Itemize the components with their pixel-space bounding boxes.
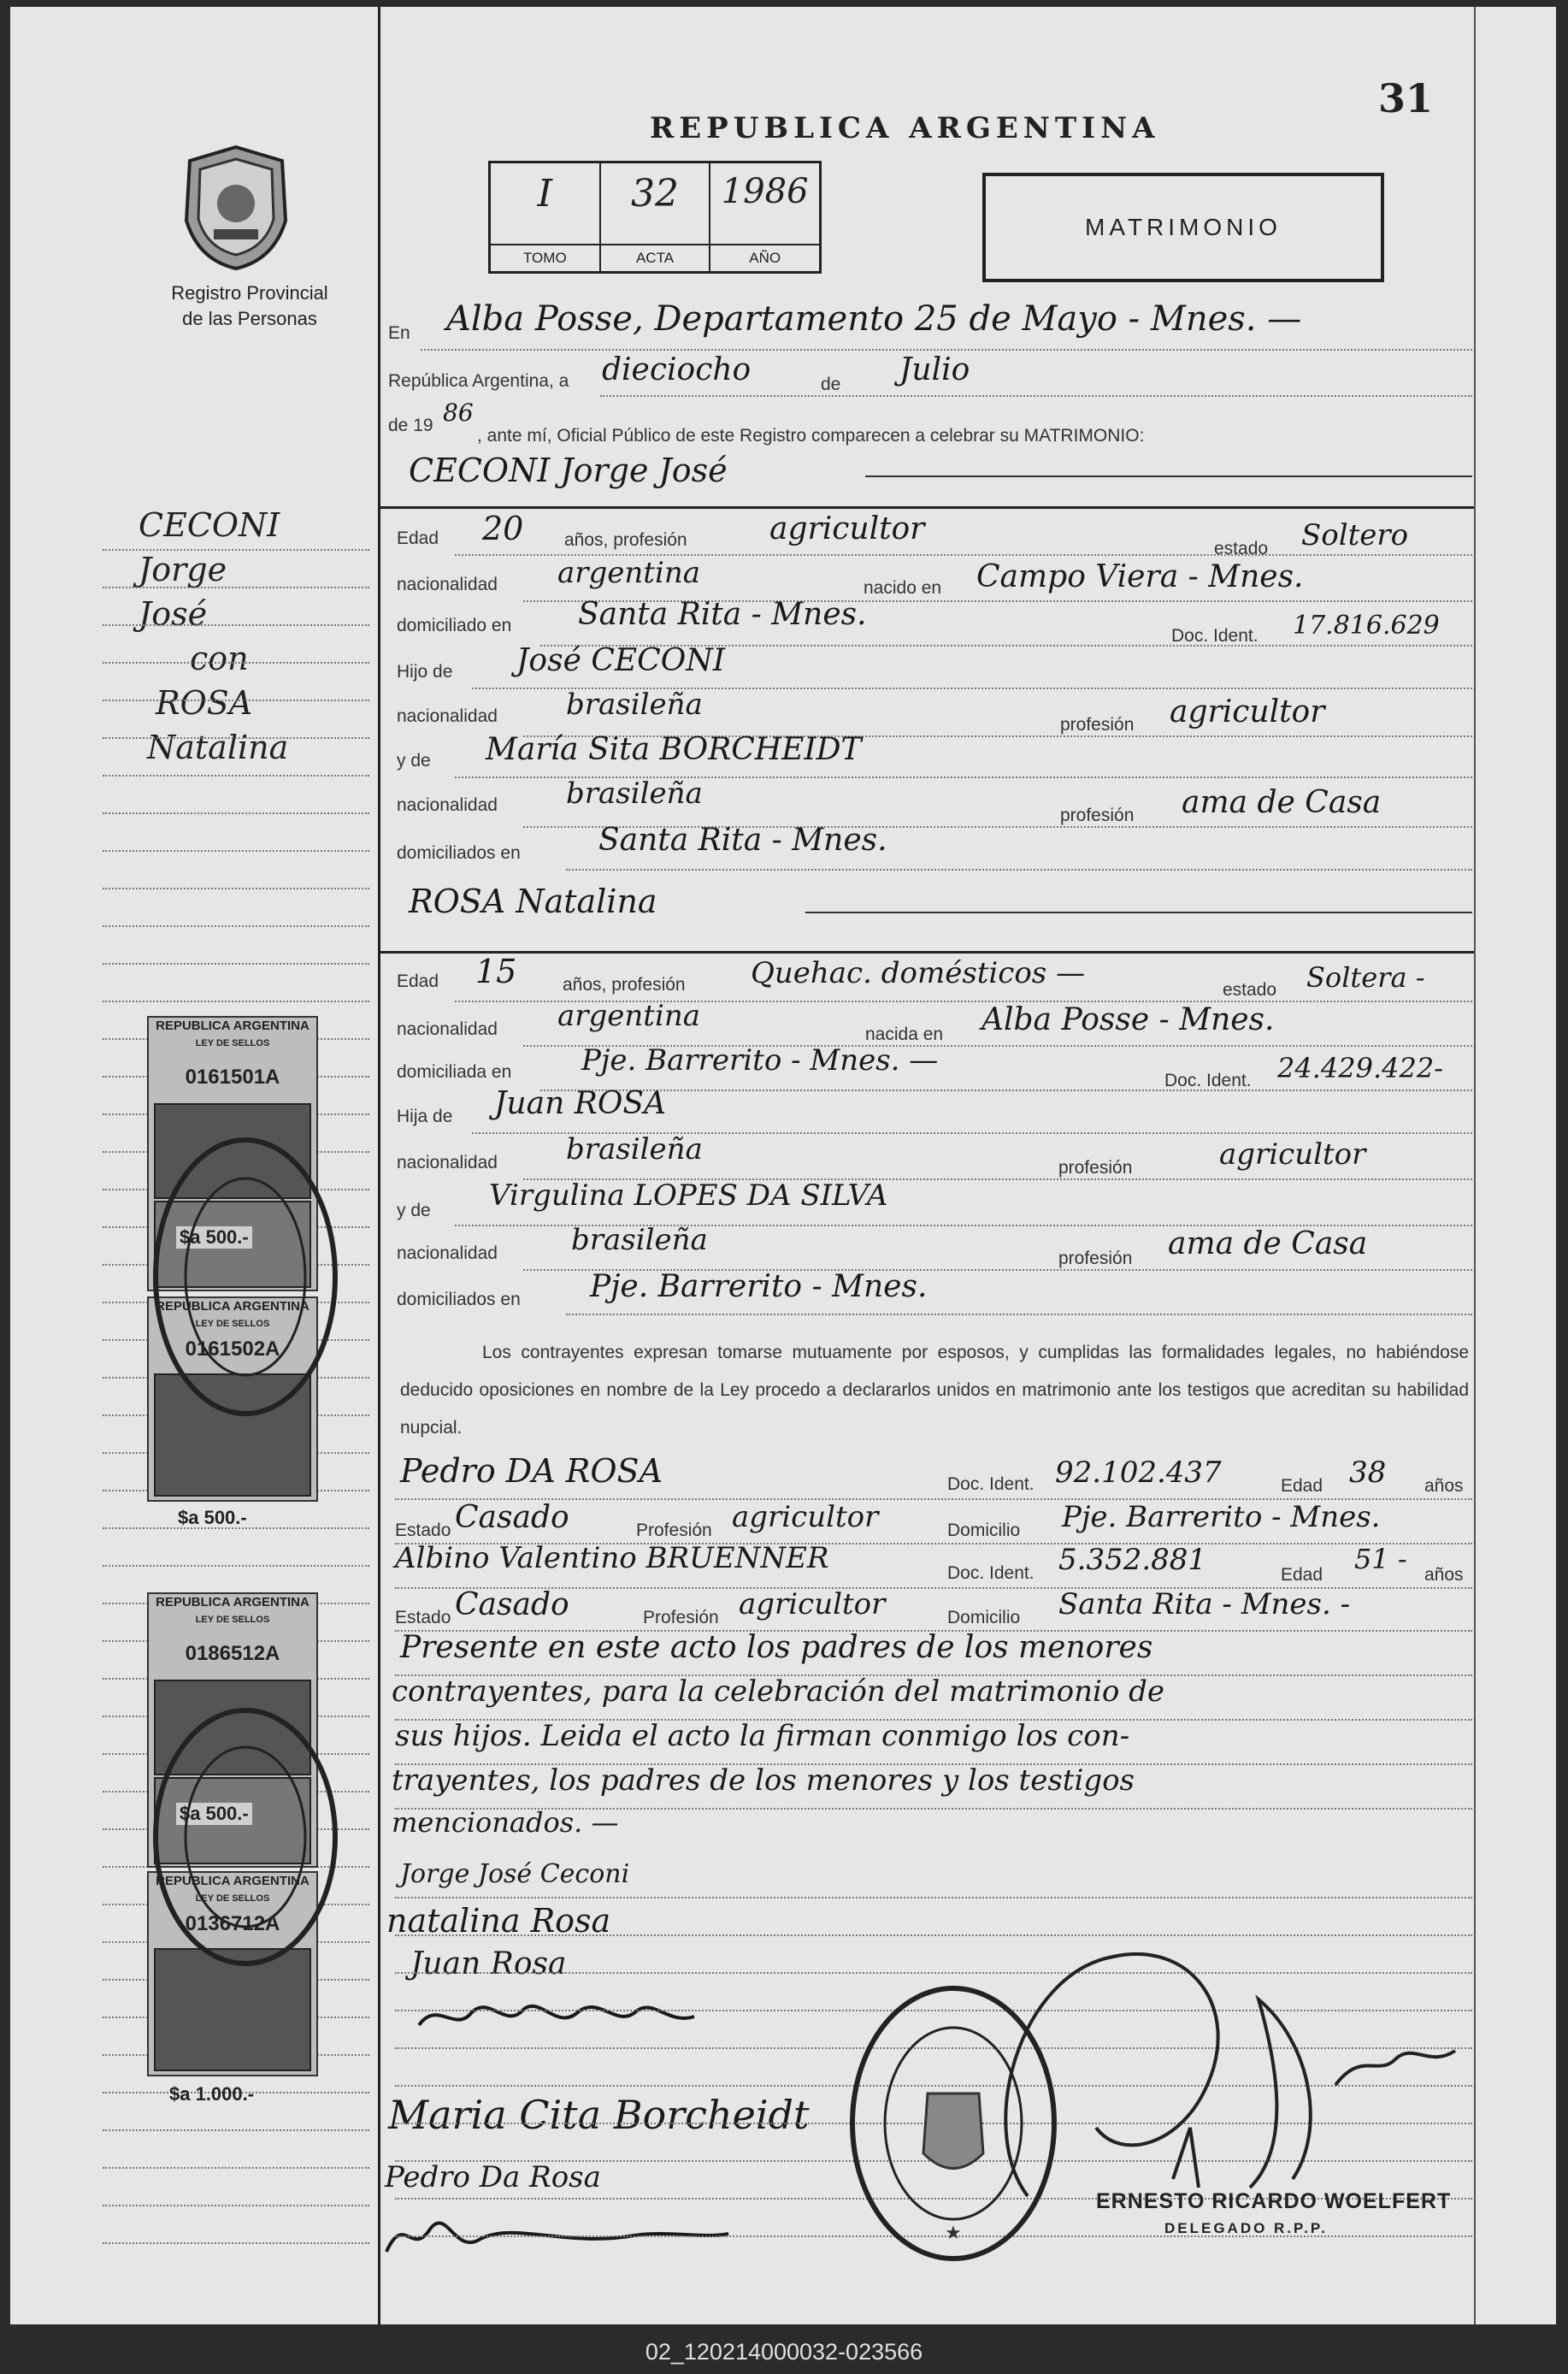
groom-padre-nac: brasileña	[566, 688, 703, 722]
witness-1-name: Pedro DA ROSA	[400, 1452, 663, 1490]
witness-profesion-label-2: Profesión	[643, 1608, 719, 1627]
ruled-line	[103, 700, 369, 701]
stamp-value-3: $a 500.-	[176, 1803, 252, 1825]
signature-bride-father: Juan Rosa	[410, 1946, 567, 1981]
groom-nacido: Campo Viera - Mnes.	[976, 559, 1304, 594]
groom-padres-dom: Santa Rita - Mnes.	[598, 823, 887, 858]
witness-estado-label-2: Estado	[395, 1608, 451, 1627]
fiscal-stamp-3: REPUBLICA ARGENTINA LEY DE SELLOS 0186512A	[147, 1592, 318, 1868]
groom-padre-prof: agricultor	[1170, 694, 1325, 729]
tomo-cell	[491, 163, 601, 271]
groom-edad: 20	[482, 510, 524, 547]
yde-label: y de	[397, 751, 431, 771]
stamp-value-1: $a 500.-	[176, 1226, 252, 1249]
margin-annotation: CECONI Jorge José con ROSA Natalina	[139, 506, 289, 766]
ruled-line	[395, 1808, 1472, 1810]
nac-label-b: nacionalidad	[397, 1019, 498, 1039]
dom-label-b: domiciliada en	[397, 1062, 512, 1082]
groom-nacionalidad: argentina	[557, 556, 701, 590]
bride-padres-dom: Pje. Barrerito - Mnes.	[590, 1269, 928, 1304]
tomo-value: I	[537, 172, 553, 216]
stamp-value-2: $a 500.-	[178, 1507, 247, 1528]
witness-2-estado: Casado	[455, 1587, 569, 1622]
bride-doc: 24.429.422-	[1277, 1052, 1444, 1084]
record-type-box: MATRIMONIO	[982, 173, 1384, 282]
section-separator	[380, 506, 1474, 509]
dotted-line	[600, 395, 1472, 397]
stamp-value-4: $a 1.000.-	[169, 2083, 255, 2105]
witness-domicilio-label-2: Domicilio	[947, 1608, 1021, 1627]
province-seal-icon	[180, 144, 292, 272]
doc-label-b: Doc. Ident.	[1164, 1071, 1252, 1090]
svg-text:★: ★	[945, 2223, 962, 2244]
groom-name: CECONI Jorge José	[409, 452, 728, 489]
padre-prof-label: profesión	[1060, 715, 1135, 735]
madre-prof-label-b: profesión	[1058, 1249, 1133, 1268]
dotted-line	[566, 1314, 1472, 1315]
note-line-2: contrayentes, para la celebración del matrimonio de	[392, 1674, 1165, 1709]
witness-1-profesion: agricultor	[732, 1500, 879, 1534]
ruled-line	[103, 624, 369, 626]
note-line-4: trayentes, los padres de los menores y los testigos	[392, 1763, 1135, 1798]
groom-madre-nac: brasileña	[566, 777, 703, 811]
anio-label: AÑO	[710, 244, 819, 271]
signature-groom-mother: Maria Cita Borcheidt	[388, 2092, 810, 2138]
bride-padre: Juan ROSA	[494, 1086, 666, 1121]
witness-doc-label: Doc. Ident.	[947, 1474, 1035, 1494]
place-value: Alba Posse, Departamento 25 de Mayo - Mnes. —	[446, 299, 1302, 339]
witness-2-name: Albino Valentino BRUENNER	[395, 1541, 829, 1575]
year-suffix: 86	[443, 399, 474, 427]
bride-madre-prof: ama de Casa	[1168, 1226, 1368, 1261]
dom-label: domiciliado en	[397, 616, 512, 635]
legal-formula: Los contrayentes expresan tomarse mutuamente por esposos, y cumplidas las formalidades legales, no habiéndose deducido oposiciones en nombre de la Ley procedo a declararlos unidos en matrimonio ante los testigos que acreditan su habilidad nupcial.	[400, 1343, 1469, 1438]
cancellation-seal-icon	[139, 1127, 361, 1426]
ruled-line	[395, 1763, 1472, 1765]
bride-name: ROSA Natalina	[409, 883, 657, 920]
tomo-label: TOMO	[491, 244, 599, 271]
bride-edad: 15	[475, 953, 517, 990]
fiscal-stamp-2: REPUBLICA ARGENTINA LEY DE SELLOS 0161502A	[147, 1296, 318, 1502]
acta-label: ACTA	[601, 244, 710, 271]
registry-name: Registro Provincial de las Personas	[171, 282, 328, 329]
handwritten-rule	[865, 475, 1472, 477]
ruled-line	[103, 549, 369, 551]
profesion-label: años, profesión	[564, 530, 687, 550]
note-line-5: mencionados. —	[392, 1806, 619, 1839]
official-name: ERNESTO RICARDO WOELFERT	[1096, 2189, 1452, 2213]
fiscal-stamp-1: REPUBLICA ARGENTINA LEY DE SELLOS 0161501A	[147, 1016, 318, 1291]
cancellation-seal-icon	[139, 1700, 361, 1974]
note-line-1: Presente en este acto los padres de los menores	[400, 1630, 1153, 1665]
estado-label-b: estado	[1223, 980, 1277, 1000]
acta-cell	[601, 163, 711, 271]
month-value: Julio	[899, 352, 970, 387]
bride-nacida: Alba Posse - Mnes.	[981, 1002, 1275, 1037]
groom-doc: 17.816.629	[1293, 611, 1440, 641]
yde-label-b: y de	[397, 1201, 431, 1220]
groom-madre-prof: ama de Casa	[1182, 785, 1382, 820]
nac-label-3: nacionalidad	[397, 795, 498, 815]
witness-anos-label: años	[1424, 1476, 1464, 1496]
day-value: dieciocho	[602, 352, 752, 387]
republica-label: República Argentina, a	[388, 371, 569, 391]
bride-estado: Soltera -	[1306, 961, 1425, 994]
witness-estado-label: Estado	[395, 1521, 451, 1540]
nacido-label: nacido en	[864, 578, 942, 598]
madre-prof-label: profesión	[1060, 806, 1135, 825]
doc-label: Doc. Ident.	[1171, 626, 1259, 646]
signature-groom: Jorge José Ceconi	[400, 1859, 630, 1889]
witness-doc-label-2: Doc. Ident.	[947, 1563, 1035, 1583]
edad-label: Edad	[397, 529, 439, 548]
fiscal-stamp-4: REPUBLICA ARGENTINA LEY DE SELLOS 0136712A	[147, 1871, 318, 2076]
witness-2-profesion: agricultor	[739, 1587, 886, 1621]
intro-text: , ante mí, Oficial Público de este Registro comparecen a celebrar su MATRIMONIO:	[477, 426, 1145, 446]
bride-padre-nac: brasileña	[566, 1132, 703, 1166]
nac-label: nacionalidad	[397, 575, 498, 594]
witness-1-domicilio: Pje. Barrerito - Mnes.	[1062, 1500, 1381, 1534]
document-page	[10, 7, 1556, 2324]
bride-profesion: Quehac. domésticos —	[751, 956, 1086, 990]
country-title: REPUBLICA ARGENTINA	[650, 111, 1160, 145]
witness-domicilio-label: Domicilio	[947, 1521, 1021, 1540]
padre-prof-label-b: profesión	[1058, 1158, 1133, 1178]
dotted-line	[566, 869, 1472, 871]
nac-label-2: nacionalidad	[397, 706, 498, 726]
nac-label-b3: nacionalidad	[397, 1243, 498, 1263]
signature-scribble-icon	[412, 1991, 703, 2042]
dotted-line	[540, 1090, 1472, 1091]
ruled-line	[103, 925, 369, 927]
de-label: de	[821, 375, 841, 394]
year-prefix: de 19	[388, 416, 433, 435]
witness-1-edad: 38	[1349, 1456, 1387, 1490]
estado-label: estado	[1214, 539, 1269, 558]
groom-profesion: agricultor	[769, 511, 925, 546]
note-line-3: sus hijos. Leida el acto la firman conmigo los con-	[395, 1719, 1130, 1753]
ruled-line	[103, 1001, 369, 1002]
nacida-label: nacida en	[865, 1025, 944, 1044]
signature-witness: Pedro Da Rosa	[385, 2160, 601, 2194]
hijo-label: Hijo de	[397, 662, 453, 682]
groom-domicilio: Santa Rita - Mnes.	[578, 597, 867, 632]
bride-domicilio: Pje. Barrerito - Mnes. —	[581, 1043, 939, 1078]
signature-scribble-icon	[378, 2205, 737, 2265]
ruled-line	[103, 587, 369, 588]
witness-2-doc: 5.352.881	[1058, 1543, 1207, 1577]
ruled-line	[103, 850, 369, 852]
handwritten-rule	[805, 912, 1472, 913]
bride-madre: Virgulina LOPES DA SILVA	[489, 1178, 888, 1213]
page-number: 31	[1378, 75, 1434, 121]
profesion-label-b: años, profesión	[563, 975, 686, 995]
groom-madre: María Sita BORCHEIDT	[486, 732, 862, 767]
padres-dom-label-b: domiciliados en	[397, 1290, 521, 1309]
witness-edad-label-2: Edad	[1281, 1565, 1323, 1585]
official-signature-icon	[968, 1871, 1464, 2213]
signature-bride: natalina Rosa	[386, 1902, 611, 1940]
ruled-line	[103, 812, 369, 814]
ruled-line	[103, 888, 369, 889]
nac-label-b2: nacionalidad	[397, 1153, 498, 1172]
section-separator	[380, 951, 1474, 954]
groom-padre: José CECONI	[516, 643, 725, 678]
image-caption: 02_120214000032-023566	[645, 2339, 923, 2365]
bride-nacionalidad: argentina	[557, 999, 701, 1033]
ruled-line	[103, 1565, 369, 1567]
witness-1-estado: Casado	[455, 1500, 569, 1535]
ruled-line	[103, 2167, 369, 2169]
record-id-box	[488, 161, 822, 274]
ruled-line	[395, 1674, 1472, 1676]
ruled-line	[103, 775, 369, 777]
witness-2-domicilio: Santa Rita - Mnes. -	[1058, 1587, 1351, 1621]
witness-2-edad: 51 -	[1354, 1543, 1407, 1575]
ruled-line	[103, 2205, 369, 2206]
bride-padre-prof: agricultor	[1219, 1137, 1366, 1172]
official-title: DELEGADO R.P.P.	[1164, 2220, 1328, 2236]
hija-label: Hija de	[397, 1107, 453, 1126]
padres-dom-label: domiciliados en	[397, 843, 521, 863]
ruled-line	[103, 662, 369, 664]
anio-cell	[710, 163, 819, 271]
witness-profesion-label: Profesión	[636, 1521, 712, 1540]
dotted-line	[421, 349, 1472, 351]
ruled-line	[103, 2129, 369, 2131]
witness-1-doc: 92.102.437	[1055, 1456, 1222, 1490]
right-border	[1474, 7, 1476, 2324]
witness-anos-label-2: años	[1424, 1565, 1464, 1585]
ruled-line	[103, 2242, 369, 2244]
bride-madre-nac: brasileña	[571, 1223, 708, 1257]
edad-label-b: Edad	[397, 971, 439, 991]
acta-value: 32	[631, 172, 679, 216]
ruled-line	[103, 737, 369, 739]
ruled-line	[103, 963, 369, 965]
anio-value: 1986	[721, 172, 809, 211]
en-label: En	[388, 323, 410, 343]
ruled-line	[395, 1719, 1472, 1721]
groom-estado: Soltero	[1301, 518, 1409, 552]
margin-divider	[378, 7, 380, 2324]
witness-edad-label: Edad	[1281, 1476, 1323, 1496]
